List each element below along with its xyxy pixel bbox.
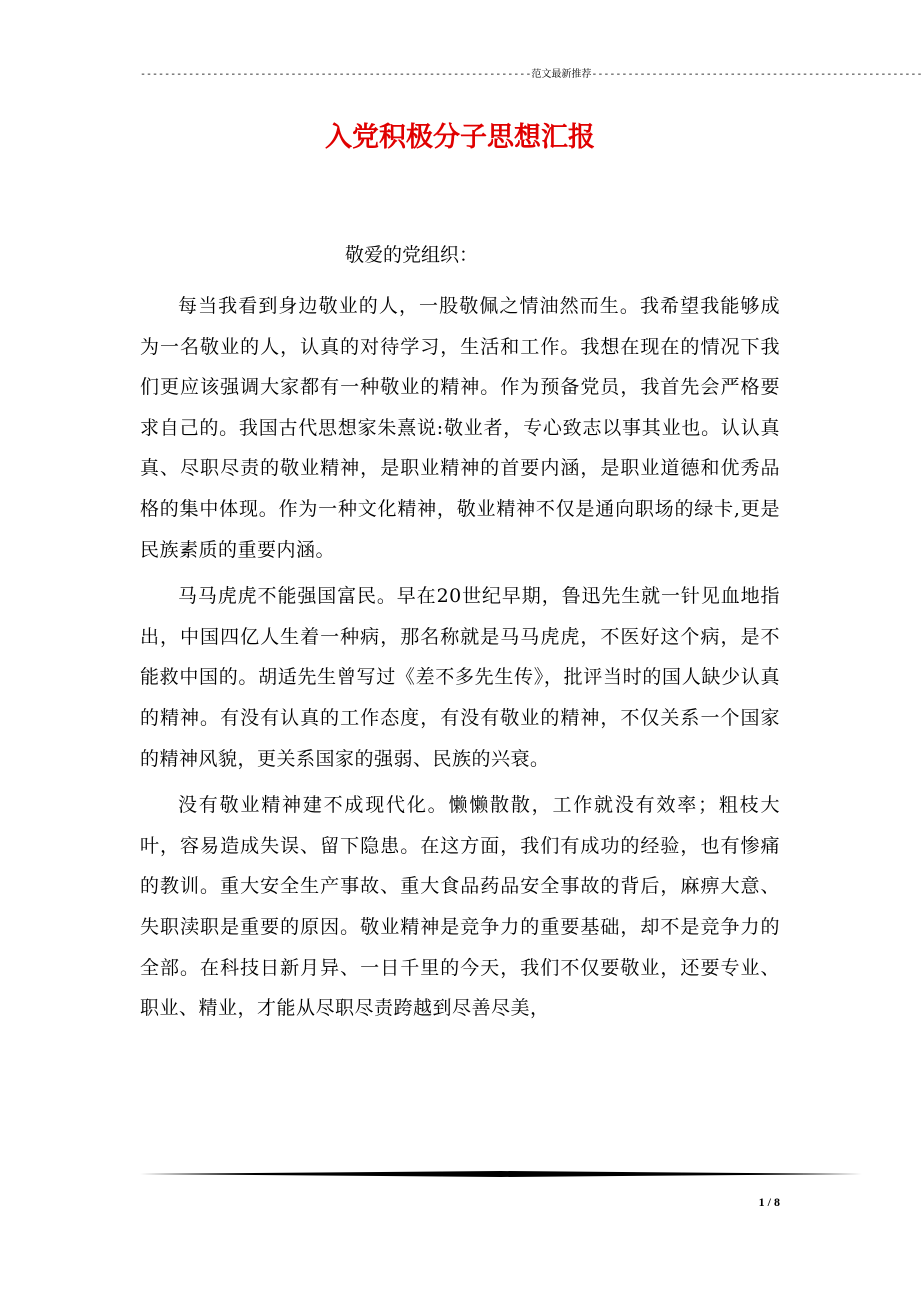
document-title: 入党积极分子思想汇报: [325, 122, 595, 153]
paragraph: 每当我看到身边敬业的人，一股敬佩之情油然而生。我希望我能够成为一名敬业的人，认真的对待学习，生活和工作。我想在现在的情况下我们更应该强调大家都有一种敬业的精神。作为预备党员，我首先会严格要求自己的。我国古代思想家朱熹说:敬业者，专心致志以事其业也。认认真真、尽职尽责的敬业精神，是职业精神的首要内涵，是职业道德和优秀品格的集中体现。作为一种文化精神，敬业精神不仅是通向职场的绿卡,更是民族素质的重要内涵。: [140, 295, 780, 561]
page-number: 1 / 8: [758, 1195, 780, 1209]
paragraph: 没有敬业精神建不成现代化。懒懒散散，工作就没有效率；粗枝大叶，容易造成失误、留下隐患。在这方面，我们有成功的经验，也有惨痛的教训。重大安全生产事故、重大食品药品安全事故的背后，麻痹大意、失职渎职是重要的原因。敬业精神是竞争力的重要基础，却不是竞争力的全部。在科技日新月异、一日千里的今天，我们不仅要敬业，还要专业、职业、精业，才能从尽职尽责跨越到尽善尽美，: [140, 794, 780, 1020]
footer-divider: [140, 1170, 862, 1178]
paragraph: 马马虎虎不能强国富民。早在20世纪早期，鲁迅先生就一针见血地指出，中国四亿人生着一种病，那名称就是马马虎虎，不医好这个病，是不能救中国的。胡适先生曾写过《差不多先生传》，批评当时的国人缺少认真的精神。有没有认真的工作态度，有没有敬业的精神，不仅关系一个国家的精神风貌，更关系国家的强弱、民族的兴衰。: [140, 585, 780, 770]
document-body: [140, 286, 780, 1035]
header-banner: -----------------------------------------------------------------范文最新推荐-------------------------------------------------------: [140, 69, 922, 80]
salutation: 敬爱的党组织：: [345, 244, 479, 266]
